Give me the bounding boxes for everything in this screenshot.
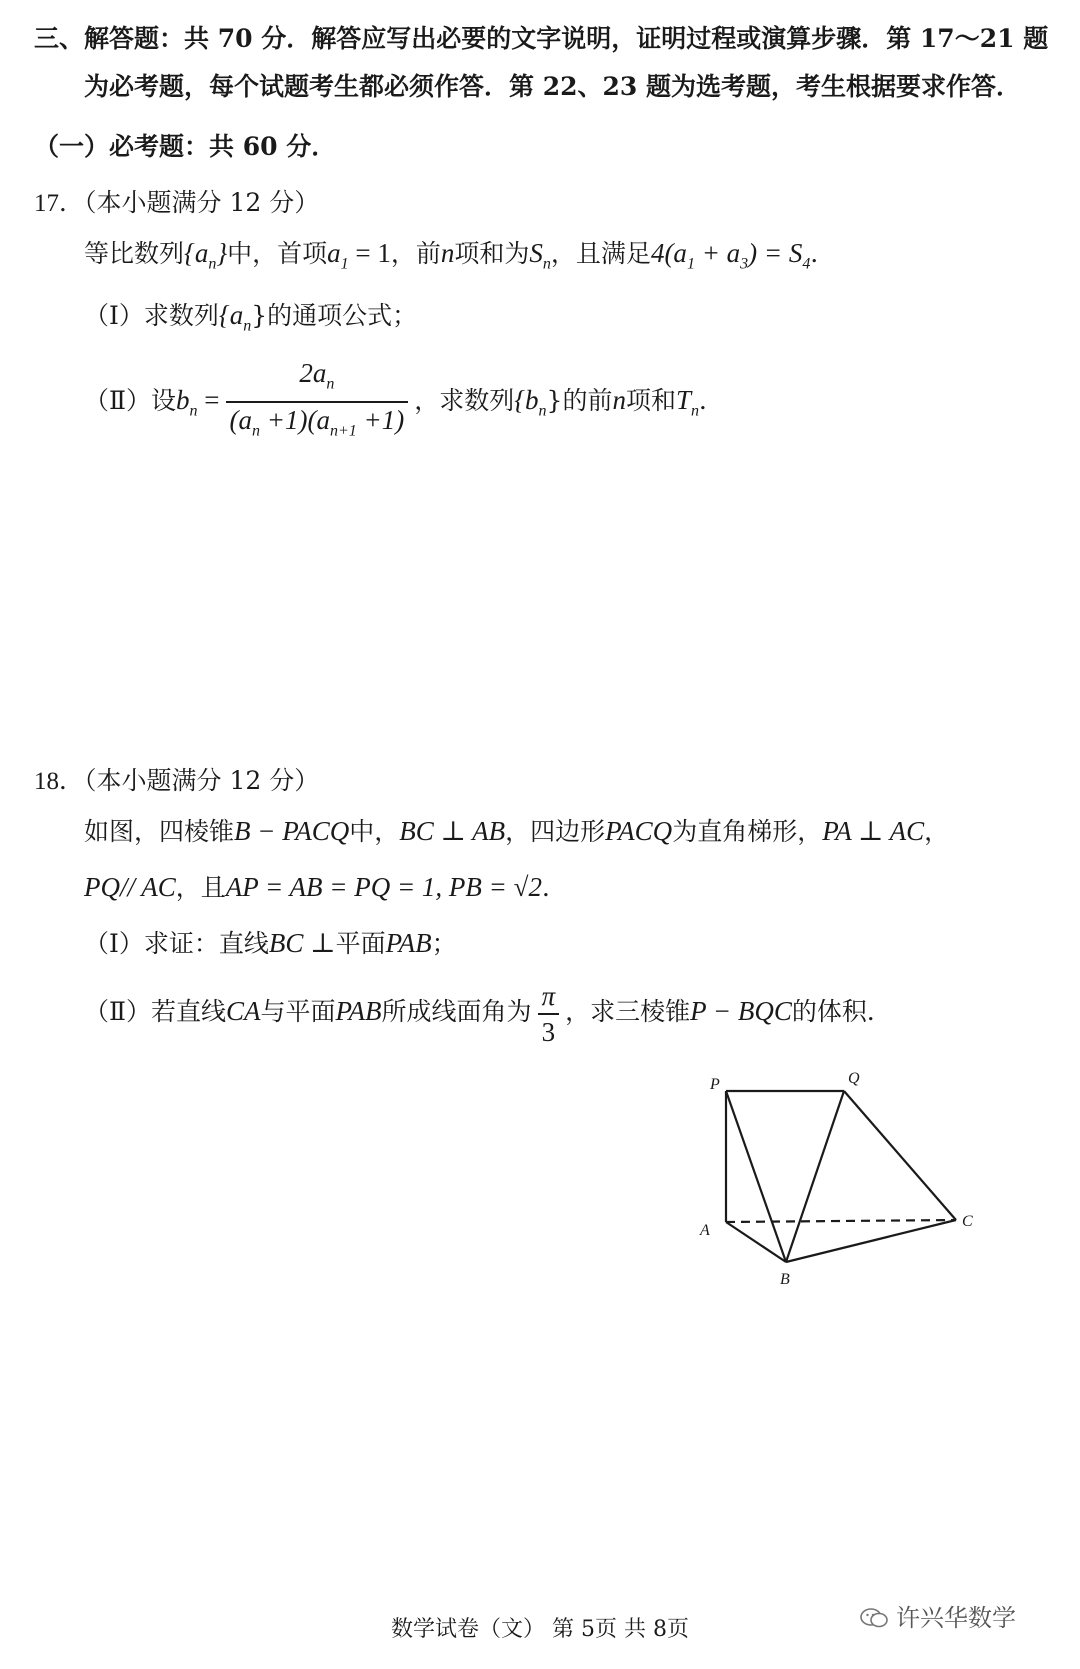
- q18-part1-end: ；: [431, 929, 457, 958]
- q18-pyramid: B − PACQ: [234, 816, 350, 846]
- q18-perp2: PA ⊥ AC: [822, 816, 925, 846]
- q18-part2-text-c: 与平面: [260, 997, 336, 1026]
- q18-quad: PACQ: [605, 816, 673, 846]
- label-P: P: [710, 1076, 720, 1093]
- q17-frac-den-mid: +1)(a: [260, 405, 330, 436]
- label-B: B: [780, 1271, 790, 1288]
- q17-part1-seq-sub: n: [243, 317, 252, 335]
- q18-line2-end: ．: [541, 873, 567, 902]
- q17-seq-sub: n: [208, 255, 217, 273]
- q17-part1: [84, 298, 417, 343]
- edge-QC: [844, 1091, 956, 1220]
- edge-BC: [786, 1220, 956, 1262]
- q18-part1-text-c: 平面: [335, 929, 386, 958]
- q17-T-sub: n: [691, 402, 699, 420]
- q18-part2: [84, 976, 892, 1049]
- q18-part1-label: （Ⅰ）: [84, 929, 144, 958]
- q18-perp1: BC ⊥ AB: [399, 816, 506, 846]
- q18-line1-text-d: 为直角梯形，: [672, 817, 823, 846]
- q18-parallel: PQ// AC: [84, 872, 176, 902]
- q17-b: b: [176, 384, 190, 415]
- watermark: [860, 1598, 1016, 1633]
- q17-part2-n: n: [612, 384, 626, 415]
- label-A: A: [700, 1222, 710, 1239]
- edge-QB: [786, 1091, 844, 1262]
- edge-AC-hidden: [726, 1220, 956, 1222]
- q17-cond-sub3: 3: [740, 255, 749, 273]
- edge-AB: [726, 1222, 786, 1262]
- q17-frac-den-sub1: n: [252, 422, 260, 440]
- page-footer: 数学试卷（文） 第 5页 共 8页: [391, 1617, 689, 1642]
- q18-part2-label: （Ⅱ）: [84, 997, 151, 1026]
- q17-part1-label: （Ⅰ）: [84, 301, 144, 330]
- q18-number: 18．: [34, 768, 85, 795]
- q17-S-sub: n: [542, 255, 551, 273]
- section-heading-line2: 为必考题，每个试题考生都必须作答．第 22、23 题为选考题，考生根据要求作答．: [84, 72, 1021, 101]
- q17-header: [34, 186, 319, 221]
- q17-part2-text-c: }的前: [546, 385, 613, 415]
- q17-part2: [84, 356, 724, 449]
- q17-frac-num: 2a: [299, 358, 327, 388]
- pyramid-figure: [700, 1065, 990, 1290]
- label-Q: Q: [848, 1070, 860, 1087]
- q17-stem-text-c: ，前: [390, 239, 441, 268]
- q17-b-sub: n: [189, 402, 198, 420]
- q17-part2-text-a: 设: [151, 385, 177, 415]
- wechat-icon: [860, 1607, 888, 1629]
- q18-part2-text-f: ，求三棱锥: [565, 997, 691, 1026]
- q18-frac-num: π: [538, 979, 560, 1015]
- q17-seq-open: {a: [184, 238, 209, 268]
- section-heading-line1: 三、解答题：共 70 分．解答应写出必要的文字说明，证明过程或演算步骤．第 17～21 题: [34, 24, 1049, 53]
- q18-line1-text-b: 中，: [349, 817, 400, 846]
- q18-line1-text-c: ，四边形: [505, 817, 606, 846]
- q17-stem-text-a: 等比数列: [84, 239, 185, 268]
- q17-T: T: [675, 384, 691, 415]
- q17-part1-seq: {a: [218, 300, 244, 330]
- q18-line1-text-e: ，: [924, 817, 950, 846]
- q17-n: n: [440, 238, 455, 268]
- q17-stem-text-b: 中，首项: [227, 239, 328, 268]
- q18-part1: [84, 926, 457, 961]
- q17-frac-num-sub: n: [326, 375, 335, 393]
- q17-stem-text-d: 项和为: [454, 239, 530, 268]
- q17-frac-den-sub2: n+1: [329, 422, 357, 440]
- edge-PB: [726, 1091, 786, 1262]
- q18-part1-text-a: 求证：直线: [143, 929, 269, 958]
- label-C: C: [962, 1213, 973, 1230]
- q18-fraction: [538, 979, 560, 1049]
- q18-part2-line: CA: [226, 996, 261, 1026]
- q17-S: S: [529, 238, 543, 268]
- q17-eq: =: [197, 384, 220, 415]
- q17-part2-label: （Ⅱ）: [84, 385, 151, 415]
- q17-frac-den-a: (a: [229, 405, 252, 436]
- q18-header: [34, 764, 319, 799]
- q18-stem-line1: [84, 814, 949, 849]
- q17-stem-end: ．: [810, 239, 836, 268]
- q17-part2-text-b: ，求数列: [414, 385, 515, 415]
- q17-cond-end: ) = S: [748, 238, 803, 268]
- q18-part2-plane: PAB: [335, 996, 382, 1026]
- q17-part2-text-d: 项和: [625, 385, 676, 415]
- q18-part2-text-e: 所成线面角为: [381, 997, 532, 1026]
- watermark-text: 许兴华数学: [896, 1604, 1016, 1632]
- q18-part2-text-h: 的体积．: [791, 997, 892, 1026]
- q17-part2-end: ．: [699, 385, 725, 415]
- q17-a1: a: [327, 238, 341, 268]
- q17-a1-sub: 1: [340, 255, 349, 273]
- q18-part1-plane: PAB: [385, 928, 432, 958]
- q18-part1-perp: BC ⊥: [268, 928, 336, 958]
- q17-cond-mid: + a: [694, 238, 741, 268]
- subsection-heading: （一）必考题：共 60 分．: [34, 132, 337, 161]
- q17-part1-text-a: 求数列: [143, 301, 219, 330]
- q18-lengths: AP = AB = PQ = 1, PB = √2: [225, 872, 542, 902]
- q18-part2-pyramid: P − BQC: [690, 996, 792, 1026]
- q17-fraction: [226, 356, 409, 449]
- q18-line2-text-b: ，且: [175, 873, 226, 902]
- q17-cond-sub4: 4: [802, 255, 811, 273]
- q17-stem-text-e: ，且满足: [550, 239, 651, 268]
- q17-cond-a: 4(a: [650, 238, 687, 268]
- q17-part1-text-b: }的通项公式；: [251, 301, 418, 330]
- q17-frac-den-end: +1): [356, 405, 405, 436]
- q17-number: 17．: [34, 190, 85, 217]
- q18-score: （本小题满分 12 分）: [84, 766, 320, 795]
- q17-part2-seq: {b: [514, 384, 539, 415]
- q17-stem: [84, 236, 835, 281]
- q17-part2-seq-sub: n: [538, 402, 547, 420]
- q18-line1-text-a: 如图，四棱锥: [84, 817, 235, 846]
- q18-stem-line2: [84, 870, 567, 905]
- q18-part2-text-a: 若直线: [151, 997, 227, 1026]
- q17-cond-sub1: 1: [686, 255, 695, 273]
- q17-a1-value: = 1: [348, 238, 391, 268]
- q17-score: （本小题满分 12 分）: [84, 188, 320, 217]
- q18-frac-den: 3: [541, 1016, 556, 1047]
- q17-seq-close: }: [216, 238, 228, 268]
